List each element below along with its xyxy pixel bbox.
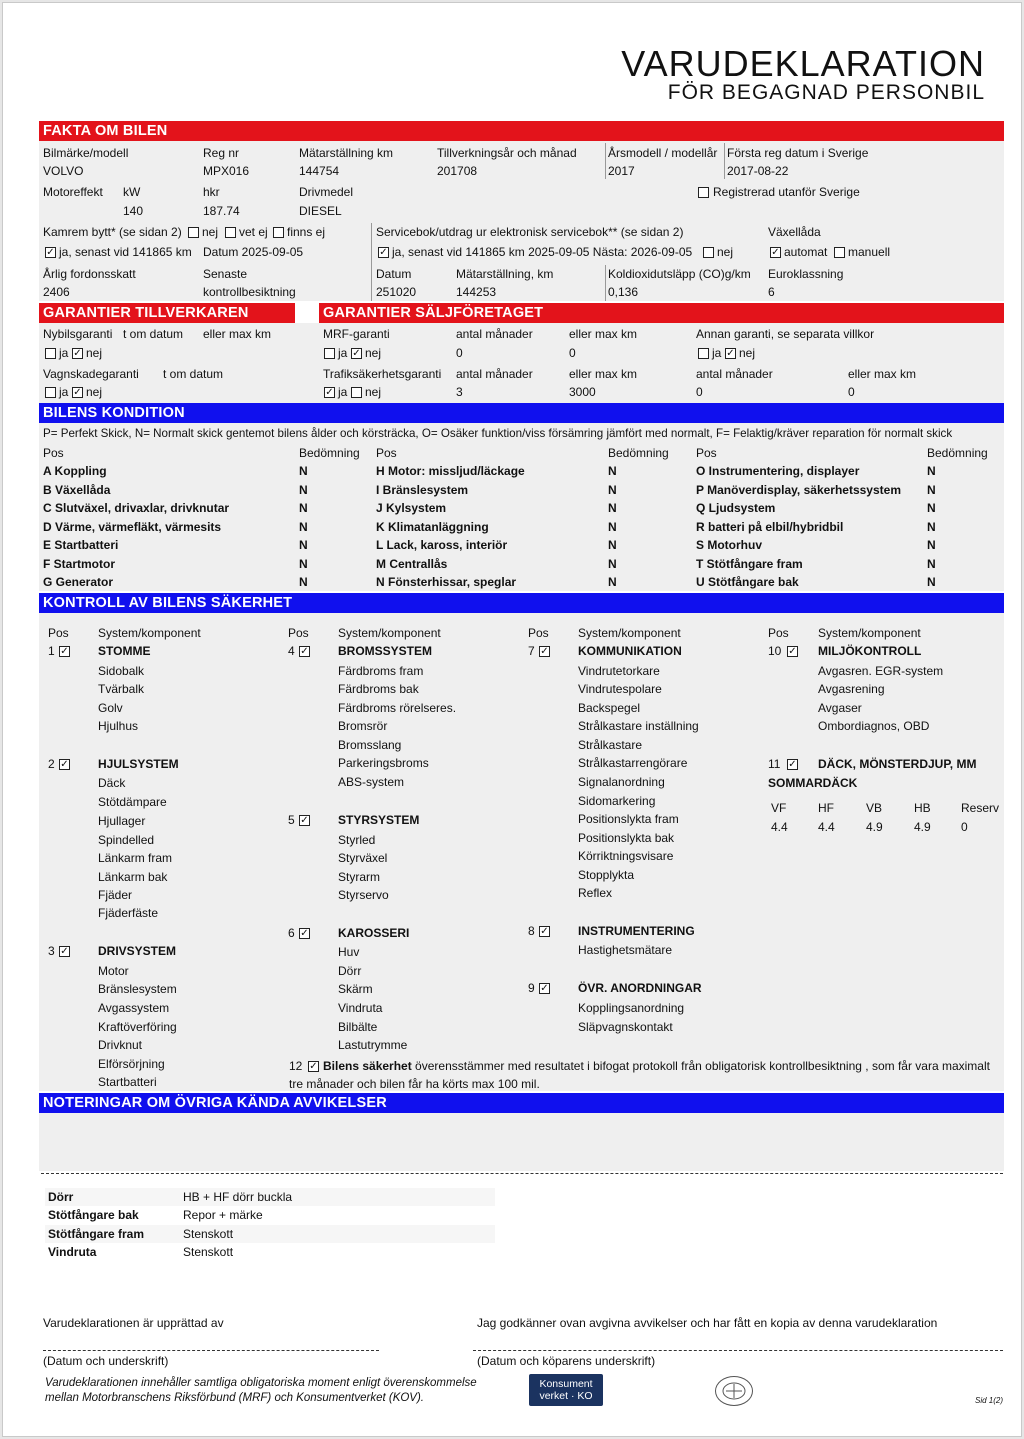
- group-8-title: INSTRUMENTERING: [578, 924, 695, 938]
- label-trafik-antal: antal månader: [456, 367, 533, 381]
- kondition-item-H: H Motor: missljud/läckage: [376, 464, 525, 478]
- group-7-item: Reflex: [578, 886, 613, 900]
- group-11-title: DÄCK, MÖNSTERDJUP, MM: [818, 757, 977, 771]
- kondition-value: N: [927, 464, 936, 478]
- label-kamrem-vetej: vet ej: [239, 225, 268, 239]
- group-10-checkbox[interactable]: ✓: [788, 646, 797, 657]
- note-key: Vindruta: [48, 1245, 97, 1259]
- mrf-seal-icon: [715, 1376, 753, 1406]
- group-4-item: Färdbroms bak: [338, 682, 419, 696]
- label-annan: Annan garanti, se separata villkor: [696, 327, 875, 341]
- tire-value-vb: 4.9: [866, 820, 883, 834]
- mrf-ja-checkbox[interactable]: [324, 348, 335, 359]
- kondition-value: N: [608, 575, 617, 589]
- label-vagnskada-ja: ja: [59, 385, 69, 399]
- tire-header-hb: HB: [914, 801, 931, 815]
- value-tillv: 201708: [437, 164, 478, 178]
- group-2-item: Länkarm fram: [98, 851, 173, 865]
- value-kb-datum: 251020: [376, 285, 417, 299]
- group-3-item: Kraftöverföring: [98, 1020, 177, 1034]
- group-3-item: Bränslesystem: [98, 982, 177, 996]
- kondition-item-I: I Bränslesystem: [376, 483, 469, 497]
- kondition-value: N: [927, 575, 936, 589]
- value-service-ja: ja, senast vid 141865 km 2025-09-05 Nästa: 2026-09-05: [392, 245, 693, 259]
- group-3-number: 3: [48, 944, 55, 958]
- kondition-value: N: [299, 575, 308, 589]
- kondition-item-A: A Koppling: [43, 464, 107, 478]
- label-forstareg: Första reg datum i Sverige: [727, 146, 869, 160]
- group-3-item: Elförsörjning: [98, 1057, 165, 1071]
- section-garanti-salj-heading: GARANTIER SÄLJFÖRETAGET: [319, 303, 1004, 323]
- tire-value-hf: 4.4: [818, 820, 835, 834]
- group-4-checkbox[interactable]: ✓: [300, 646, 309, 657]
- tire-header-reserv: Reserv: [961, 801, 1000, 815]
- nybil-ja-checkbox[interactable]: [45, 348, 56, 359]
- sakerhet-system-header: System/komponent: [578, 626, 681, 640]
- konsumentverket-logo: [529, 1374, 603, 1406]
- value-arsmodell: 2017: [608, 164, 635, 178]
- note-key: Stötfångare bak: [48, 1208, 139, 1222]
- group-1-item: Hjulhus: [98, 719, 139, 733]
- divider: [605, 265, 606, 301]
- kondition-value: N: [608, 557, 617, 571]
- kamrem-finnsej-checkbox[interactable]: [273, 227, 284, 238]
- tire-value-hb: 4.9: [914, 820, 931, 834]
- group-2-title: HJULSYSTEM: [98, 757, 179, 771]
- group-8-item: Hastighetsmätare: [578, 943, 673, 957]
- kondition-item-G: G Generator: [43, 575, 114, 589]
- group-7-item: Signalanordning: [578, 775, 665, 789]
- group-8-checkbox[interactable]: ✓: [540, 926, 549, 937]
- kondition-legend: P= Perfekt Skick, N= Normalt skick gentemot bilens ålder och körsträcka, O= Osäker funktion/viss försämring jämfört med normalt, F= Felaktig/kräver reparation för normalt skick: [43, 427, 953, 440]
- label-hkr: hkr: [203, 185, 220, 199]
- group-2-item: Däck: [98, 776, 126, 790]
- document-subtitle: FÖR BEGAGNAD PERSONBIL: [667, 81, 985, 104]
- kondition-value: N: [608, 538, 617, 552]
- kondition-value: N: [608, 483, 617, 497]
- value-kamrem-ja: ja, senast vid 141865 km: [59, 245, 192, 259]
- label-vagnskada-tomdatum: t om datum: [163, 367, 224, 381]
- note-key: Stötfångare fram: [48, 1227, 145, 1241]
- kondition-value: N: [299, 538, 308, 552]
- label-manuell: manuell: [848, 245, 891, 259]
- sakerhet-system-header: System/komponent: [818, 626, 921, 640]
- kondition-bedomning-header-1: Bedömning: [299, 446, 360, 460]
- value-euro: 6: [768, 285, 775, 299]
- sakerhet-pos-header: Pos: [528, 626, 549, 640]
- service-ja-checkbox[interactable]: ✓: [379, 247, 388, 258]
- label-mrf-nej: nej: [365, 346, 382, 360]
- label-drivmedel: Drivmedel: [299, 185, 354, 199]
- label-mrf-maxkm: eller max km: [569, 327, 638, 341]
- group-2-item: Fjäder: [98, 888, 133, 902]
- group-8-number: 8: [528, 924, 535, 938]
- kondition-item-P: P Manöverdisplay, säkerhetssystem: [696, 483, 901, 497]
- group-1-title: STOMME: [98, 644, 151, 658]
- page-number: Sid 1(2): [975, 1396, 1004, 1405]
- group-7-item: Strålkastarrengörare: [578, 756, 688, 770]
- label-automat: automat: [784, 245, 828, 259]
- sakerhet-pos-header: Pos: [288, 626, 309, 640]
- label-koldioxid: Koldioxidutsläpp (CO)g/km: [608, 267, 751, 281]
- kondition-item-S: S Motorhuv: [696, 538, 762, 552]
- value-kb-matar: 144253: [456, 285, 497, 299]
- value-co2: 0,136: [608, 285, 639, 299]
- seller-signature-caption: (Datum och underskrift): [43, 1354, 169, 1368]
- sakerhet-pos-header: Pos: [48, 626, 69, 640]
- label-arlig-skatt: Årlig fordonsskatt: [43, 267, 136, 281]
- group-2-number: 2: [48, 757, 55, 771]
- value-mrf-km: 0: [569, 346, 576, 360]
- annan-ja-checkbox[interactable]: [698, 348, 709, 359]
- kondition-value: N: [299, 501, 308, 515]
- kondition-pos-header-2: Pos: [376, 446, 397, 460]
- kondition-item-U: U Stötfångare bak: [696, 575, 799, 589]
- label-kb-matar: Mätarställning, km: [456, 267, 554, 281]
- group-1-item: Golv: [98, 701, 123, 715]
- group-7-item: Sidomarkering: [578, 794, 656, 808]
- group-7-item: Körriktningsvisare: [578, 849, 674, 863]
- group-7-item: Positionslykta fram: [578, 812, 679, 826]
- declaration-sheet: [2, 2, 1022, 1437]
- sakerhet-system-header: System/komponent: [338, 626, 441, 640]
- kondition-item-K: K Klimatanläggning: [376, 520, 489, 534]
- section-kondition-heading: BILENS KONDITION: [39, 403, 1004, 423]
- label-trafiksakerhet: Trafiksäkerhetsgaranti: [323, 367, 442, 381]
- group-3-item: Startbatteri: [98, 1075, 157, 1089]
- group-2-checkbox[interactable]: ✓: [60, 759, 69, 770]
- group-12-statement: [323, 1059, 990, 1073]
- label-bilmarke: Bilmärke/modell: [43, 146, 129, 160]
- label-nybil-maxkm: eller max km: [203, 327, 272, 341]
- group-7-item: Strålkastare inställning: [578, 719, 699, 733]
- kondition-item-E: E Startbatteri: [43, 538, 119, 552]
- seller-signature-line[interactable]: [43, 1350, 379, 1351]
- group-3-item: Motor: [98, 964, 129, 978]
- group-7-checkbox[interactable]: ✓: [540, 646, 549, 657]
- kondition-value: N: [608, 520, 617, 534]
- logo-line-2: verket · KO: [539, 1390, 593, 1402]
- logo-line-1: Konsument: [539, 1378, 593, 1390]
- label-kb-datum: Datum: [376, 267, 412, 281]
- sakerhet-system-header: System/komponent: [98, 626, 201, 640]
- kondition-value: N: [299, 557, 308, 571]
- kondition-value: N: [927, 557, 936, 571]
- label-vaxellada: Växellåda: [768, 225, 821, 239]
- upprattad-label: Varudeklarationen är upprättad av: [43, 1316, 224, 1330]
- group-7-item: Vindrutespolare: [578, 682, 662, 696]
- kondition-bedomning-header-2: Bedömning: [608, 446, 669, 460]
- group-2-item: Stötdämpare: [98, 795, 167, 809]
- kondition-value: N: [927, 538, 936, 552]
- group-7-item: Backspegel: [578, 701, 641, 715]
- value-drivmedel: DIESEL: [299, 204, 342, 218]
- label-nybil-nej: nej: [86, 346, 103, 360]
- kondition-item-O: O Instrumentering, displayer: [696, 464, 860, 478]
- group-6-item: Vindruta: [338, 1001, 383, 1015]
- group-9-checkbox[interactable]: ✓: [540, 983, 549, 994]
- group-4-item: Bromsrör: [338, 719, 388, 733]
- divider: [371, 223, 372, 301]
- group-1-item: Sidobalk: [98, 664, 145, 678]
- group-3-item: Avgassystem: [98, 1001, 170, 1015]
- group-5-item: Styrled: [338, 833, 376, 847]
- group-5-item: Styrväxel: [338, 851, 388, 865]
- group-5-item: Styrservo: [338, 888, 389, 902]
- group-7-item: Positionslykta bak: [578, 831, 675, 845]
- group-7-item: Vindrutetorkare: [578, 664, 660, 678]
- note-value: Repor + märke: [183, 1208, 263, 1222]
- manuell-checkbox[interactable]: [834, 247, 845, 258]
- label-matar: Mätarställning km: [299, 146, 394, 160]
- kondition-value: N: [299, 520, 308, 534]
- tire-header-vf: VF: [771, 801, 787, 815]
- kondition-value: N: [299, 483, 308, 497]
- kondition-value: N: [299, 464, 308, 478]
- divider: [605, 143, 606, 179]
- group-4-item: Bromsslang: [338, 738, 402, 752]
- label-servicebok: Servicebok/utdrag ur elektronisk servicebok** (se sidan 2): [376, 225, 684, 239]
- section-fakta-heading: FAKTA OM BILEN: [39, 121, 1004, 141]
- label-annan-ja: ja: [712, 346, 722, 360]
- kondition-value: N: [927, 483, 936, 497]
- label-regnr: Reg nr: [203, 146, 240, 160]
- group-6-item: Lastutrymme: [338, 1038, 408, 1052]
- mrf-seal-graphic: [716, 1377, 752, 1405]
- section-sakerhet-heading: KONTROLL AV BILENS SÄKERHET: [39, 593, 1004, 613]
- group-4-item: Färdbroms fram: [338, 664, 424, 678]
- value-skatt: 2406: [43, 285, 70, 299]
- group-10-title: MILJÖKONTROLL: [818, 644, 922, 658]
- kondition-item-T: T Stötfångare fram: [696, 557, 803, 571]
- kondition-pos-header-1: Pos: [43, 446, 64, 460]
- label-nybil-ja: ja: [59, 346, 69, 360]
- label-annan-antal: antal månader: [696, 367, 773, 381]
- group-7-title: KOMMUNIKATION: [578, 644, 682, 658]
- group-4-number: 4: [288, 644, 295, 658]
- buyer-signature-caption: (Datum och köparens underskrift): [477, 1354, 656, 1368]
- value-bilmarke: VOLVO: [43, 164, 84, 178]
- kondition-value: N: [927, 501, 936, 515]
- kondition-value: N: [927, 520, 936, 534]
- label-annan-nej: nej: [739, 346, 756, 360]
- tire-value-vf: 4.4: [771, 820, 788, 834]
- value-annan-km: 0: [848, 385, 855, 399]
- kondition-item-Q: Q Ljudsystem: [696, 501, 776, 515]
- group-9-item: Kopplingsanordning: [578, 1001, 685, 1015]
- label-tillv: Tillverkningsår och månad: [437, 146, 577, 160]
- kondition-item-D: D Värme, värmefläkt, värmesits: [43, 520, 222, 534]
- label-nybilsgaranti: Nybilsgaranti: [43, 327, 113, 341]
- group-11-number: 11: [768, 757, 781, 771]
- tire-header-vb: VB: [866, 801, 883, 815]
- registrerad-checkbox[interactable]: [698, 187, 709, 198]
- group-4-item: Parkeringsbroms: [338, 756, 429, 770]
- kondition-item-N: N Fönsterhissar, speglar: [376, 575, 517, 589]
- group-7-number: 7: [528, 644, 535, 658]
- legal-line-2: mellan Motorbranschens Riksförbund (MRF) och Konsumentverket (KOV).: [45, 1392, 425, 1404]
- section-noteringar-heading: NOTERINGAR OM ÖVRIGA KÄNDA AVVIKELSER: [39, 1093, 1004, 1113]
- label-mrf-ja: ja: [338, 346, 348, 360]
- tire-header-hf: HF: [818, 801, 834, 815]
- service-nej-checkbox[interactable]: [703, 247, 714, 258]
- note-key: Dörr: [48, 1190, 74, 1204]
- group-1-item: Tvärbalk: [98, 682, 145, 696]
- value-kamrem-datum: Datum 2025-09-05: [203, 245, 304, 259]
- group-4-item: ABS-system: [338, 775, 405, 789]
- group-5-checkbox[interactable]: ✓: [300, 815, 309, 826]
- label-kontrollbesiktning: kontrollbesiktning: [203, 285, 296, 299]
- group-3-item: Drivknut: [98, 1038, 143, 1052]
- value-kw: 140: [123, 204, 144, 218]
- kondition-item-M: M Centrallås: [376, 557, 448, 571]
- trafik-ja-checkbox[interactable]: ✓: [325, 387, 334, 398]
- group-10-number: 10: [768, 644, 782, 658]
- document-title: VARUDEKLARATION: [621, 43, 985, 84]
- annan-nej-checkbox[interactable]: ✓: [726, 348, 735, 359]
- kondition-item-J: J Kylsystem: [376, 501, 447, 515]
- group-11-subtitle: SOMMARDÄCK: [768, 776, 858, 790]
- label-nybil-tomdatum: t om datum: [123, 327, 184, 341]
- group-9-number: 9: [528, 981, 535, 995]
- label-arsmodell: Årsmodell / modellår: [608, 146, 718, 160]
- kondition-item-F: F Startmotor: [43, 557, 115, 571]
- value-regnr: MPX016: [203, 164, 250, 178]
- group-12-bold: Bilens säkerhet: [323, 1059, 412, 1073]
- group-4-item: Färdbroms rörelseres.: [338, 701, 457, 715]
- kondition-value: N: [608, 501, 617, 515]
- note-value: Stenskott: [183, 1227, 234, 1241]
- nybil-nej-checkbox[interactable]: ✓: [73, 348, 82, 359]
- kondition-pos-header-3: Pos: [696, 446, 717, 460]
- group-12-text-line2: tre månader och bilen får ha körts max 100 mil.: [289, 1077, 540, 1091]
- legal-line-1: Varudeklarationen innehåller samtliga obligatoriska moment enligt överenskommelse: [45, 1377, 477, 1389]
- value-trafik-km: 3000: [569, 385, 596, 399]
- section-garanti-tillv-heading: GARANTIER TILLVERKAREN: [39, 303, 295, 323]
- vagnskada-nej-checkbox[interactable]: ✓: [73, 387, 82, 398]
- group-6-item: Skärm: [338, 982, 373, 996]
- godkanner-label: Jag godkänner ovan avgivna avvikelser och har fått en kopia av denna varudeklaration: [477, 1316, 938, 1330]
- label-vagnskadegaranti: Vagnskadegaranti: [43, 367, 139, 381]
- group-9-title: ÖVR. ANORDNINGAR: [578, 981, 702, 995]
- group-12-text: överensstämmer med resultatet i bifogat protokoll från obligatorisk kontrollbesiktning , som får vara maximalt: [411, 1059, 990, 1073]
- label-service-nej: nej: [717, 245, 734, 259]
- label-kamrem: Kamrem bytt* (se sidan 2): [43, 225, 182, 239]
- label-euro: Euroklassning: [768, 267, 844, 281]
- group-1-number: 1: [48, 644, 55, 658]
- group-12-number: 12: [289, 1059, 303, 1073]
- label-vagnskada-nej: nej: [86, 385, 103, 399]
- divider: [724, 143, 725, 179]
- note-value: HB + HF dörr buckla: [183, 1190, 293, 1204]
- group-3-checkbox[interactable]: ✓: [60, 946, 69, 957]
- group-6-number: 6: [288, 926, 295, 940]
- kondition-bedomning-header-3: Bedömning: [927, 446, 988, 460]
- trafik-nej-checkbox[interactable]: [351, 387, 362, 398]
- group-10-item: Avgasrening: [818, 682, 885, 696]
- noteringar-divider: [41, 1173, 1003, 1174]
- mrf-nej-checkbox[interactable]: ✓: [352, 348, 361, 359]
- value-annan-man: 0: [696, 385, 703, 399]
- group-12-checkbox[interactable]: ✓: [309, 1061, 318, 1072]
- kondition-item-C: C Slutväxel, drivaxlar, drivknutar: [43, 501, 230, 515]
- group-10-item: Avgasren. EGR-system: [818, 664, 944, 678]
- label-kw: kW: [123, 185, 141, 199]
- label-mrf-antal: antal månader: [456, 327, 533, 341]
- group-10-item: Ombordiagnos, OBD: [818, 719, 930, 733]
- group-2-item: Hjullager: [98, 814, 146, 828]
- label-annan-maxkm: eller max km: [848, 367, 917, 381]
- label-registrerad: Registrerad utanför Sverige: [713, 185, 860, 199]
- label-kamrem-nej: nej: [202, 225, 219, 239]
- group-3-title: DRIVSYSTEM: [98, 944, 177, 958]
- group-2-item: Länkarm bak: [98, 870, 168, 884]
- value-hkr: 187.74: [203, 204, 240, 218]
- label-trafik-maxkm: eller max km: [569, 367, 638, 381]
- value-forstareg: 2017-08-22: [727, 164, 789, 178]
- label-senaste: Senaste: [203, 267, 248, 281]
- group-1-checkbox[interactable]: ✓: [60, 646, 69, 657]
- group-2-item: Fjäderfäste: [98, 906, 159, 920]
- label-trafik-ja: ja: [338, 385, 348, 399]
- group-6-item: Huv: [338, 945, 360, 959]
- group-5-number: 5: [288, 813, 295, 827]
- automat-checkbox[interactable]: ✓: [771, 247, 780, 258]
- label-motoreffekt: Motoreffekt: [43, 185, 103, 199]
- label-trafik-nej: nej: [365, 385, 382, 399]
- group-7-item: Strålkastare: [578, 738, 643, 752]
- kondition-item-L: L Lack, kaross, interiör: [376, 538, 508, 552]
- group-4-title: BROMSSYSTEM: [338, 644, 433, 658]
- group-6-title: KAROSSERI: [338, 926, 410, 940]
- group-11-checkbox[interactable]: ✓: [788, 759, 797, 770]
- tire-value-reserv: 0: [961, 820, 968, 834]
- note-value: Stenskott: [183, 1245, 234, 1259]
- vagnskada-ja-checkbox[interactable]: [45, 387, 56, 398]
- kamrem-nej-checkbox[interactable]: [188, 227, 199, 238]
- kondition-item-B: B Växellåda: [43, 483, 111, 497]
- value-trafik-man: 3: [456, 385, 463, 399]
- group-5-item: Styrarm: [338, 870, 380, 884]
- sakerhet-pos-header: Pos: [768, 626, 789, 640]
- value-mrf-man: 0: [456, 346, 463, 360]
- group-6-item: Bilbälte: [338, 1020, 378, 1034]
- value-matar: 144754: [299, 164, 340, 178]
- group-10-item: Avgaser: [818, 701, 862, 715]
- group-5-title: STYRSYSTEM: [338, 813, 420, 827]
- group-7-item: Stopplykta: [578, 868, 635, 882]
- label-mrf: MRF-garanti: [323, 327, 390, 341]
- kondition-value: N: [608, 464, 617, 478]
- label-kamrem-finnsej: finns ej: [287, 225, 326, 239]
- group-9-item: Släpvagnskontakt: [578, 1020, 673, 1034]
- group-2-item: Spindelled: [98, 833, 155, 847]
- kondition-item-R: R batteri på elbil/hybridbil: [696, 520, 844, 534]
- group-6-checkbox[interactable]: ✓: [300, 928, 309, 939]
- kamrem-vetej-checkbox[interactable]: [225, 227, 236, 238]
- noteringar-textarea[interactable]: [39, 1113, 1004, 1171]
- kamrem-ja-checkbox[interactable]: ✓: [46, 247, 55, 258]
- buyer-signature-line[interactable]: [473, 1350, 1003, 1351]
- group-6-item: Dörr: [338, 964, 362, 978]
